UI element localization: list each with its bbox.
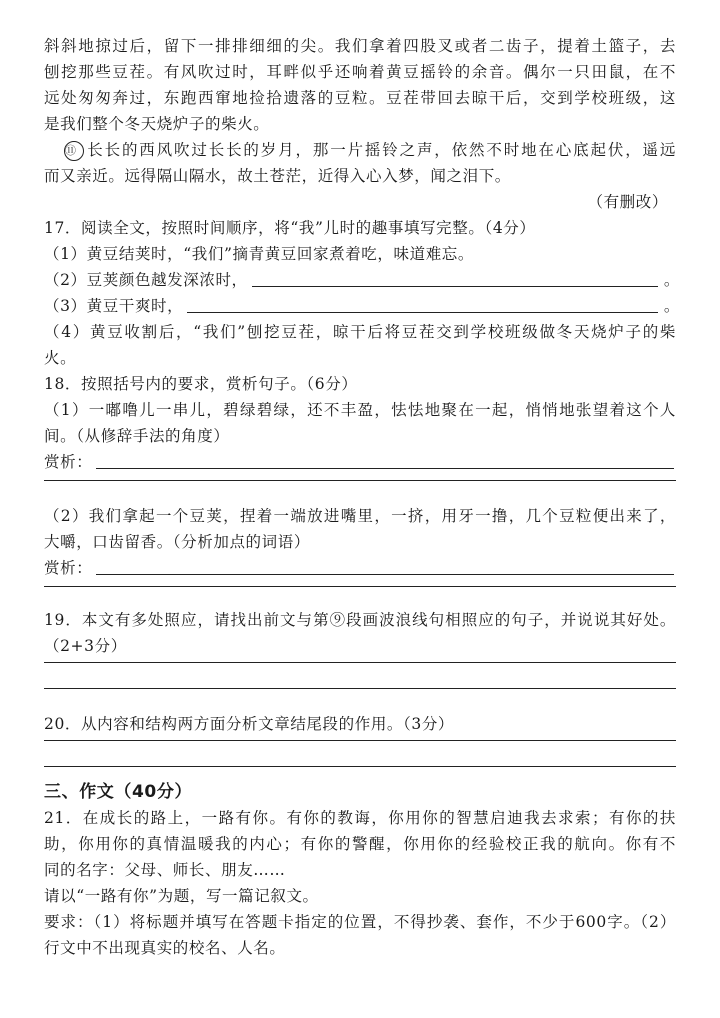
q17-item-3-row	[44, 294, 680, 318]
q18-analysis-2-label: 赏析：	[44, 559, 93, 577]
paragraph-11-text-1: 长长的西风吹过长长的岁月，那一片摇铃之声，依然不时地在心底起伏，遥远	[86, 141, 676, 159]
q21-line-3: 同的名字：父母、师长、朋友……	[44, 861, 286, 879]
q17-item-3-period: 。	[663, 297, 680, 315]
q18-answer-line-extra-2[interactable]	[44, 586, 676, 587]
q18-analysis-1-row	[44, 450, 680, 474]
q21-line-1: 21．在成长的路上，一路有你。有你的教诲，你用你的智慧启迪我去求索；有你的扶	[44, 809, 676, 827]
q19-answer-line-2[interactable]	[44, 688, 676, 689]
q18-sentence-2-line-2: 大嚼，口齿留香。（分析加点的词语）	[44, 533, 310, 551]
q19-line-2: （2+3分）	[44, 637, 127, 655]
q18-answer-line-extra-1[interactable]	[44, 480, 676, 481]
q17-item-4-line-1: （4）黄豆收割后，“我们”刨挖豆茬，晾干后将豆茬交到学校班级做冬天烧炉子的柴	[44, 323, 676, 341]
section-3-title: 三、作文（40分）	[44, 782, 193, 802]
q20-answer-line-2[interactable]	[44, 766, 676, 767]
q17-stem: 17．阅读全文，按照时间顺序，将“我”儿时的趣事填写完整。（4分）	[44, 219, 536, 237]
q17-item-1: （1）黄豆结荚时，“我们”摘青黄豆回家煮着吃，味道难忘。	[44, 245, 475, 263]
source-note: （有删改）	[587, 193, 668, 211]
q18-sentence-1-line-2: 间。（从修辞手法的角度）	[44, 427, 230, 445]
passage-line-4: 是我们整个冬天烧炉子的柴火。	[44, 115, 270, 133]
passage-line-3: 远处匆匆奔过，东跑西窜地捡拾遗落的豆粒。豆茬带回去晾干后，交到学校班级，这	[44, 89, 676, 107]
q18-analysis-2-answer-line[interactable]	[96, 573, 674, 575]
q18-analysis-1-label: 赏析：	[44, 453, 93, 471]
q17-item-2-period: 。	[663, 271, 680, 289]
passage-line-2: 刨挖那些豆茬。有风吹过时，耳畔似乎还响着黄豆摇铃的余音。偶尔一只田鼠，在不	[44, 63, 676, 81]
q17-item-2-label: （2）豆荚颜色越发深浓时，	[44, 271, 248, 289]
q19-answer-line-1[interactable]	[44, 662, 676, 663]
q18-stem: 18．按照括号内的要求，赏析句子。（6分）	[44, 375, 358, 393]
q17-item-3-answer-line[interactable]	[187, 311, 658, 313]
q21-line-2: 助，你用你的真情温暖我的内心；有你的警醒，你用你的经验校正我的航向。你有不	[44, 835, 676, 853]
q18-analysis-1-answer-line[interactable]	[96, 467, 674, 469]
q20-answer-line-1[interactable]	[44, 740, 676, 741]
passage-line-1: 斜斜地掠过后，留下一排排细细的尖。我们拿着四股叉或者二齿子，提着土篮子，去	[44, 37, 676, 55]
q21-line-4: 请以“一路有你”为题，写一篇记叙文。	[44, 887, 319, 905]
q19-line-1: 19．本文有多处照应，请找出前文与第⑨段画波浪线句相照应的句子，并说说其好处。	[44, 611, 676, 629]
q17-item-2-answer-line[interactable]	[252, 285, 658, 287]
q21-line-5: 要求：（1）将标题并填写在答题卡指定的位置，不得抄袭、套作，不少于600字。（2）	[44, 913, 676, 931]
paragraph-11-line-2: 而又亲近。远得隔山隔水，故土苍茫，近得入心入梦，闻之泪下。	[44, 167, 511, 185]
q18-sentence-2-line-1: （2）我们拿起一个豆荚，捏着一端放进嘴里，一挤，用牙一撸，几个豆粒便出来了，	[44, 507, 676, 525]
paragraph-number-11: ⑪	[64, 141, 84, 161]
q17-item-2-row	[44, 268, 680, 292]
q17-item-3-label: （3）黄豆干爽时，	[44, 297, 184, 315]
q18-analysis-2-row	[44, 556, 680, 580]
q20-line-1: 20．从内容和结构两方面分析文章结尾段的作用。（3分）	[44, 715, 455, 733]
q21-line-6: 行文中不出现真实的校名、人名。	[44, 939, 286, 957]
q18-sentence-1-line-1: （1）一嘟噜儿一串儿，碧绿碧绿，还不丰盈，怯怯地聚在一起，悄悄地张望着这个人	[44, 401, 676, 419]
paragraph-11-line-1	[64, 138, 676, 162]
q17-item-4-line-2: 火。	[44, 349, 77, 367]
